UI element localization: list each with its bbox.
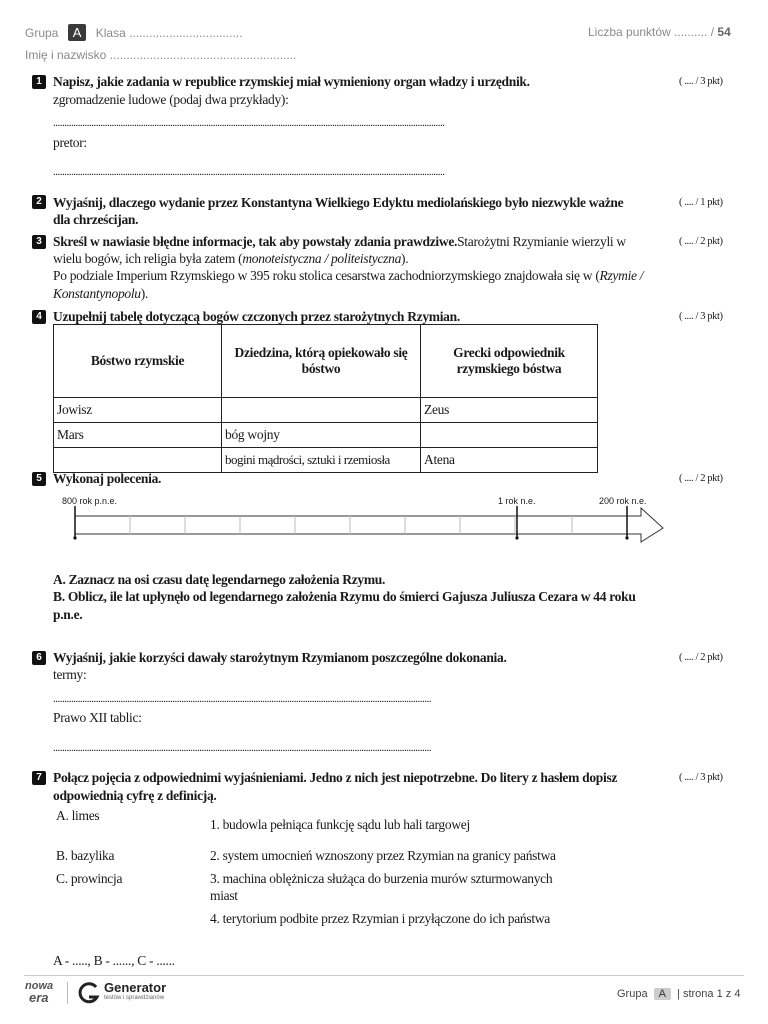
points-header	[588, 25, 731, 39]
table-row	[54, 398, 598, 423]
term-item: A. limes	[56, 808, 100, 823]
answer-line[interactable]: ........................................................................................................................................................................	[53, 742, 431, 754]
question-1-text: Napisz, jakie zadania w republice rzymskiej miał wymieniony organ władzy i urzędnik.	[53, 74, 530, 89]
question-2-text-cont: dla chrześcijan.	[53, 212, 139, 227]
question-6-sub2: Prawo XII tablic:	[53, 710, 142, 725]
table-cell-blank[interactable]	[222, 398, 421, 423]
term-item: C. prowincja	[56, 871, 123, 886]
question-6-text: Wyjaśnij, jakie korzyści dawały starożytnym Rzymianom poszczególne dokonania.	[53, 650, 507, 665]
option-capital-2[interactable]: Konstantynopolu	[53, 286, 141, 301]
timeline-label-end: 200 rok n.e.	[599, 496, 647, 506]
page-number: | strona 1 z 4	[677, 988, 741, 1000]
timeline-label-mid: 1 rok n.e.	[498, 496, 536, 506]
question-number-5: 5	[32, 472, 46, 486]
definition-item: 2. system umocnień wznoszony przez Rzymian na granicy państwa	[210, 848, 556, 863]
nowa-era-logo: nowa era	[25, 980, 54, 1005]
generator-logo-icon	[76, 980, 102, 1006]
question-2-points: ( .... / 1 pkt)	[679, 197, 723, 208]
table-header: Grecki odpowiednik rzymskiego bóstwa	[421, 325, 598, 398]
option-religion[interactable]: monoteistyczna / politeistyczna	[242, 251, 402, 266]
question-4-points: ( .... / 3 pkt)	[679, 311, 723, 322]
table-cell: bogini mądrości, sztuki i rzemiosła	[222, 448, 421, 473]
question-number-3: 3	[32, 235, 46, 249]
footer-divider	[24, 975, 744, 976]
question-1-sub1: zgromadzenie ludowe (podaj dwa przykłady):	[53, 92, 289, 107]
answer-line[interactable]: ..............................................................................................................................................................................	[53, 117, 445, 129]
gods-table	[53, 324, 598, 473]
question-1-sub2: pretor:	[53, 135, 87, 150]
question-4-text: Uzupełnij tabelę dotyczącą bogów czczonych przez starożytnych Rzymian.	[53, 309, 460, 324]
question-3-points: ( .... / 2 pkt)	[679, 236, 723, 247]
definition-item: 4. terytorium podbite przez Rzymian i przyłączone do ich państwa	[210, 911, 550, 926]
question-5-task-a: A. Zaznacz na osi czasu datę legendarnego założenia Rzymu.	[53, 572, 386, 587]
table-header: Bóstwo rzymskie	[54, 325, 222, 398]
question-3-line4: Konstantynopolu).	[53, 286, 149, 301]
question-number-6: 6	[32, 651, 46, 665]
table-header: Dziedzina, którą opiekowało się bóstwo	[222, 325, 421, 398]
timeline[interactable]	[60, 506, 670, 546]
question-3-line3: Po podziale Imperium Rzymskiego w 395 roku stolica cesarstwa zachodniorzymskiego znajdowała się w (Rzymie /	[53, 268, 644, 283]
table-cell: Zeus	[421, 398, 598, 423]
table-cell-blank[interactable]	[421, 423, 598, 448]
table-cell: Mars	[54, 423, 222, 448]
class-field[interactable]: Klasa ..................................	[95, 26, 243, 40]
page-indicator	[617, 988, 740, 1000]
question-5-task-b-cont: p.n.e.	[53, 607, 83, 622]
question-7-text-cont: odpowiednią cyfrę z definicją.	[53, 788, 217, 803]
option-capital[interactable]: Rzymie /	[599, 268, 644, 283]
question-7-points: ( .... / 3 pkt)	[679, 772, 723, 783]
name-field[interactable]: Imię i nazwisko ........................................................	[25, 48, 297, 62]
generator-subtitle: testów i sprawdzianów	[104, 995, 165, 1001]
definition-item-cont: miast	[210, 888, 238, 903]
page-group-badge: A	[654, 988, 671, 1000]
question-number-1: 1	[32, 75, 46, 89]
table-row	[54, 448, 598, 473]
question-7-text: Połącz pojęcia z odpowiednimi wyjaśnieniami. Jedno z nich jest niepotrzebne. Do litery z hasłem dopisz	[53, 770, 618, 785]
question-5-points: ( .... / 2 pkt)	[679, 473, 723, 484]
question-6-sub1: termy:	[53, 667, 87, 682]
points-max: 54	[717, 25, 731, 39]
table-cell: Jowisz	[54, 398, 222, 423]
question-2-text: Wyjaśnij, dlaczego wydanie przez Konstantyna Wielkiego Edyktu mediolańskiego było niezwykle ważne	[53, 195, 624, 210]
question-1-points: ( .... / 3 pkt)	[679, 76, 723, 87]
question-6-points: ( .... / 2 pkt)	[679, 652, 723, 663]
timeline-label-start: 800 rok p.n.e.	[62, 496, 118, 506]
question-number-4: 4	[32, 310, 46, 324]
answer-line[interactable]: ..............................................................................................................................................................................	[53, 166, 445, 178]
term-item: B. bazylika	[56, 848, 115, 863]
definition-item: 1. budowla pełniąca funkcję sądu lub hali targowej	[210, 817, 470, 832]
group-badge: A	[68, 24, 87, 41]
question-5-text: Wykonaj polecenia.	[53, 471, 162, 486]
question-3-line2: wielu bogów, ich religia była zatem (monoteistyczna / politeistyczna).	[53, 251, 409, 266]
definition-item: 3. machina oblężnicza służąca do burzenia murów szturmowanych	[210, 871, 553, 886]
page-group-label: Grupa	[617, 988, 648, 1000]
group-label: Grupa	[25, 26, 59, 40]
answer-line[interactable]: ........................................................................................................................................................................	[53, 693, 431, 705]
generator-title: Generator	[104, 980, 167, 995]
question-number-2: 2	[32, 195, 46, 209]
answer-line-q7[interactable]: A - ....., B - ......, C - ......	[53, 953, 175, 968]
table-header-row	[54, 325, 598, 398]
question-5-task-b: B. Oblicz, ile lat upłynęło od legendarnego założenia Rzymu do śmierci Gajusza Juliusza Cezara w 44 roku	[53, 589, 636, 604]
points-label: Liczba punktów .......... /	[588, 25, 715, 39]
group-header	[25, 24, 242, 41]
question-3-line1: Skreśl w nawiasie błędne informacje, tak aby powstały zdania prawdziwe.Starożytni Rzymianie wierzyli w	[53, 234, 626, 249]
table-cell: bóg wojny	[222, 423, 421, 448]
question-number-7: 7	[32, 771, 46, 785]
table-row	[54, 423, 598, 448]
table-cell-blank[interactable]	[54, 448, 222, 473]
logo-separator	[67, 982, 68, 1004]
table-cell: Atena	[421, 448, 598, 473]
